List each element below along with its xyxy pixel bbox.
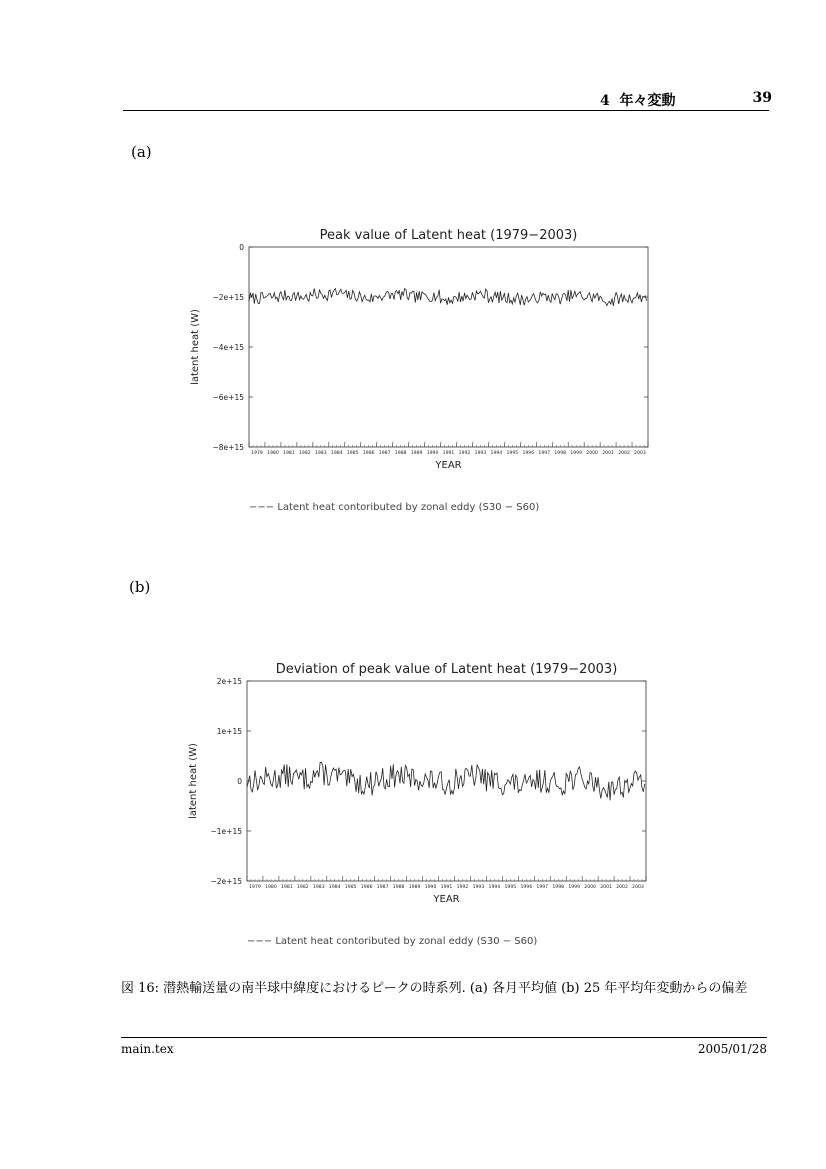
chart-a-x-year-label: 1997 bbox=[538, 451, 551, 456]
chart-a-x-year-label: 2001 bbox=[602, 451, 614, 456]
figure-caption: 図 16: 潜熱輸送量の南半球中緯度におけるピークの時系列. (a) 各月平均値 (b) 25 年平均年変動からの偏差 bbox=[121, 981, 748, 996]
chart-b-x-year-label: 1996 bbox=[520, 885, 533, 890]
chart-b-y-tick-label: −2e+15 bbox=[210, 877, 242, 886]
chart-b-x-year-label: 1979 bbox=[249, 885, 261, 890]
chart-a-y-tick-label: 0 bbox=[239, 243, 244, 252]
chart-a-x-year-label: 1984 bbox=[330, 451, 343, 456]
chart-a-x-year-label: 1991 bbox=[442, 451, 455, 456]
footer-filename: main.tex bbox=[121, 1042, 174, 1056]
chart-a-x-year-label: 1983 bbox=[314, 451, 327, 456]
chart-b-x-year-label: 1987 bbox=[376, 885, 389, 890]
chart-a-x-year-label: 1986 bbox=[362, 451, 375, 456]
chart-b-x-year-label: 1988 bbox=[392, 885, 405, 890]
chart-a-x-year-label: 2002 bbox=[618, 451, 630, 456]
chart-a-x-year-label: 1999 bbox=[570, 451, 583, 456]
footer-rule bbox=[121, 1037, 767, 1038]
chart-b-x-year-label: 1980 bbox=[265, 885, 277, 890]
chart-b-x-year-label: 1985 bbox=[344, 885, 357, 890]
chart-a-plot-frame bbox=[249, 247, 648, 447]
page-number: 39 bbox=[752, 90, 772, 106]
chart-b-x-year-label: 2001 bbox=[600, 885, 612, 890]
chart-a-y-tick-label: −8e+15 bbox=[212, 443, 244, 452]
chart-b-y-tick-label: 0 bbox=[237, 777, 242, 786]
chart-b-x-year-label: 1994 bbox=[488, 885, 501, 890]
chart-b-x-year-label: 2003 bbox=[632, 885, 644, 890]
chart-a-x-year-label: 1998 bbox=[554, 451, 567, 456]
chart-b-x-year-label: 1989 bbox=[408, 885, 421, 890]
chart-a-x-year-label: 1996 bbox=[522, 451, 535, 456]
chart-a-x-year-label: 2003 bbox=[634, 451, 646, 456]
running-header-section: 4 年々変動 bbox=[600, 93, 676, 109]
chart-a-x-year-label: 1985 bbox=[346, 451, 359, 456]
chart-a-x-axis-label: YEAR bbox=[435, 460, 462, 471]
chart-b-x-year-label: 1984 bbox=[328, 885, 341, 890]
chart-a-x-year-label: 1987 bbox=[378, 451, 391, 456]
panel-label-a: (a) bbox=[131, 143, 152, 161]
chart-a-x-year-label: 1990 bbox=[426, 451, 439, 456]
chart-b-x-year-label: 2000 bbox=[584, 885, 596, 890]
chart-a-x-year-label: 1993 bbox=[474, 451, 487, 456]
chart-b-y-tick-label: 1e+15 bbox=[216, 727, 242, 736]
chart-b-x-year-label: 1999 bbox=[568, 885, 581, 890]
chart-a-title: Peak value of Latent heat (1979−2003) bbox=[319, 228, 578, 243]
chart-a-x-year-label: 1980 bbox=[267, 451, 279, 456]
chart-a-x-year-label: 1981 bbox=[283, 451, 295, 456]
chart-a-x-year-label: 1994 bbox=[490, 451, 503, 456]
chart-a-x-year-label: 1988 bbox=[394, 451, 407, 456]
chart-a-x-year-label: 1992 bbox=[458, 451, 471, 456]
chart-b-x-year-label: 1981 bbox=[281, 885, 293, 890]
chart-a-y-axis-label: latent heat (W) bbox=[190, 309, 201, 385]
chart-b-x-year-label: 1983 bbox=[312, 885, 325, 890]
chart-b-title: Deviation of peak value of Latent heat (1979−2003) bbox=[275, 662, 618, 677]
chart-b-x-year-label: 1998 bbox=[552, 885, 565, 890]
chart-b-legend-entry: −−− Latent heat contoributed by zonal eddy (S30 − S60) bbox=[247, 936, 538, 947]
chart-b-x-year-label: 1995 bbox=[504, 885, 517, 890]
footer-date: 2005/01/28 bbox=[697, 1042, 767, 1056]
chart-b-series-line bbox=[247, 762, 645, 800]
chart-b-x-year-label: 1991 bbox=[440, 885, 453, 890]
chart-a-x-year-label: 1982 bbox=[299, 451, 311, 456]
chart-b-x-year-label: 1990 bbox=[424, 885, 437, 890]
chart-a-x-year-label: 2000 bbox=[586, 451, 598, 456]
chart-b-x-year-label: 1993 bbox=[472, 885, 485, 890]
chart-b-y-axis-label: latent heat (W) bbox=[188, 743, 199, 819]
chart-b-x-year-label: 1997 bbox=[536, 885, 549, 890]
chart-a-series-line bbox=[249, 289, 647, 306]
panel-label-b: (b) bbox=[129, 578, 151, 596]
chart-a-y-tick-label: −4e+15 bbox=[212, 343, 244, 352]
chart-b-y-tick-label: 2e+15 bbox=[216, 677, 242, 686]
chart-a-x-year-label: 1979 bbox=[251, 451, 263, 456]
chart-b-x-year-label: 1982 bbox=[297, 885, 309, 890]
chart-a-x-year-label: 1989 bbox=[410, 451, 423, 456]
chart-b-x-year-label: 1986 bbox=[360, 885, 373, 890]
chart-b-x-axis-label: YEAR bbox=[433, 894, 460, 905]
chart-a-y-tick-label: −2e+15 bbox=[212, 293, 244, 302]
chart-a-y-tick-label: −6e+15 bbox=[212, 393, 244, 402]
chart-a-legend-entry: −−− Latent heat contoributed by zonal eddy (S30 − S60) bbox=[249, 502, 540, 513]
chart-a-x-year-label: 1995 bbox=[506, 451, 519, 456]
chart-b-y-tick-label: −1e+15 bbox=[210, 827, 242, 836]
chart-b-x-year-label: 2002 bbox=[616, 885, 628, 890]
chart-b-x-year-label: 1992 bbox=[456, 885, 469, 890]
